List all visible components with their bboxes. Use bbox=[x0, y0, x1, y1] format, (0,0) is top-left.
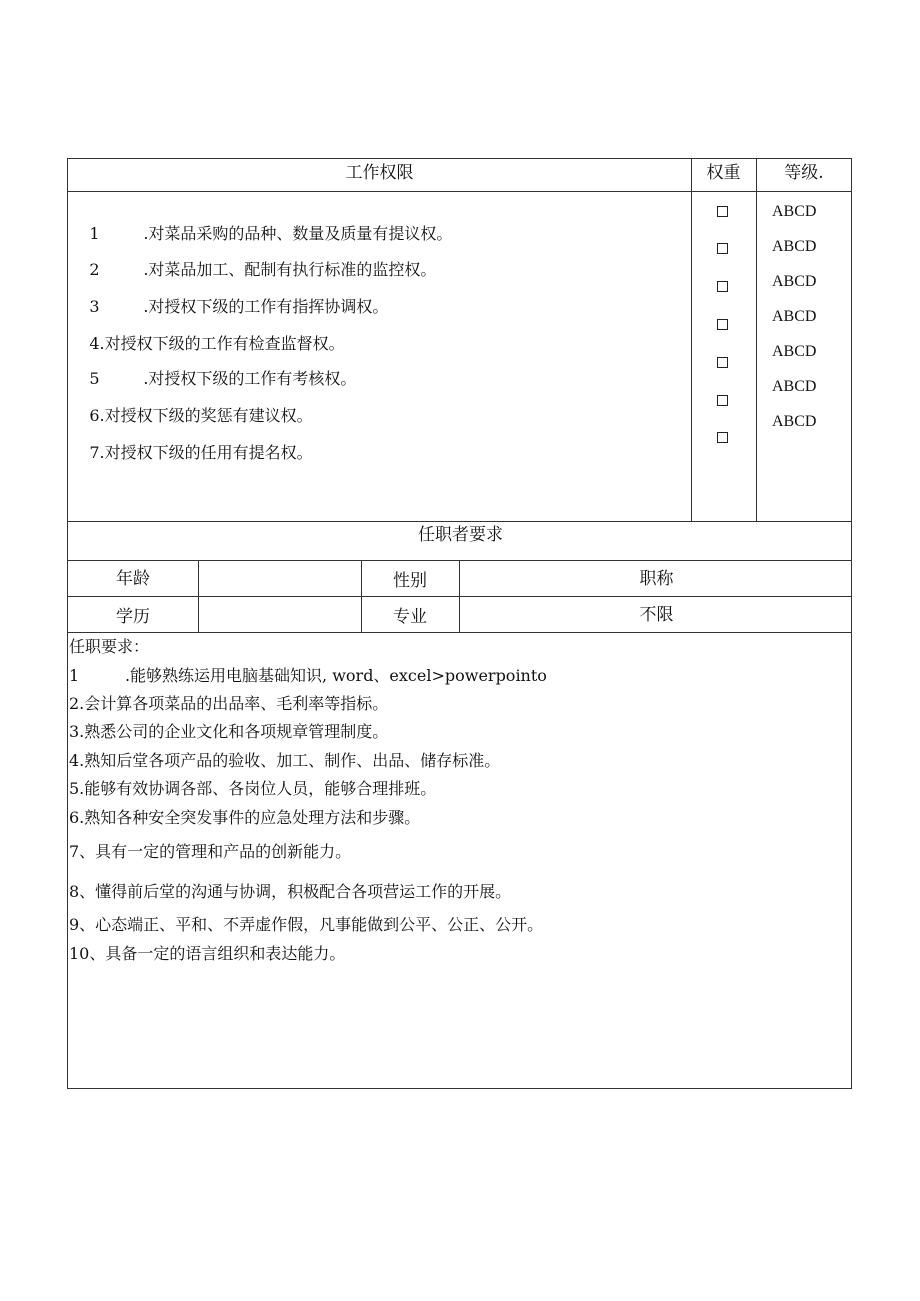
grade-options: ABCD bbox=[772, 238, 817, 255]
divider bbox=[691, 159, 692, 521]
requirement-item: 5.能够有效协调各部、各岗位人员，能够合理排班。 bbox=[69, 779, 437, 798]
weight-header: 权重 bbox=[706, 163, 741, 183]
authority-item-number: 3 bbox=[89, 297, 100, 316]
major-value: 不限 bbox=[639, 605, 674, 625]
authority-item-text: 对授权下级的任用有提名权。 bbox=[104, 443, 313, 462]
requirement-item: 8、懂得前后堂的沟通与协调，积极配合各项营运工作的开展。 bbox=[69, 882, 512, 901]
divider bbox=[198, 560, 199, 632]
grade-header: 等级. bbox=[784, 163, 824, 183]
grade-options: ABCD bbox=[772, 343, 817, 360]
divider bbox=[68, 191, 851, 192]
authority-item-number: 2 bbox=[89, 260, 100, 279]
authority-item-number: 6. bbox=[89, 406, 105, 425]
authority-item-number: 1 bbox=[89, 224, 100, 243]
requirement-item: 7、具有一定的管理和产品的创新能力。 bbox=[69, 842, 352, 861]
requirement-item: 9、心态端正、平和、不弄虚作假，凡事能做到公平、公正、公开。 bbox=[69, 915, 544, 934]
divider bbox=[68, 521, 851, 522]
authority-item-number: 7. bbox=[89, 443, 105, 462]
divider bbox=[756, 159, 757, 521]
authority-item-text: .对菜品加工、配制有执行标准的监控权。 bbox=[143, 260, 437, 279]
requirement-item: 1 .能够熟练运用电脑基础知识, word、excel>powerpointo bbox=[69, 666, 547, 685]
authority-item-text: 对授权下级的奖惩有建议权。 bbox=[104, 406, 313, 425]
authority-item-text: .对授权下级的工作有指挥协调权。 bbox=[143, 297, 389, 316]
authority-item-number: 4. bbox=[89, 334, 105, 353]
requirement-item: 4.熟知后堂各项产品的验收、加工、制作、出品、储存标准。 bbox=[69, 751, 501, 770]
requirement-item: 10、具备一定的语言组织和表达能力。 bbox=[69, 944, 346, 963]
grade-options: ABCD bbox=[772, 203, 817, 220]
authority-item-text: .对菜品采购的品种、数量及质量有提议权。 bbox=[143, 224, 453, 243]
grade-options: ABCD bbox=[772, 378, 817, 395]
authority-item-text: 对授权下级的工作有检查监督权。 bbox=[104, 334, 345, 353]
age-label: 年龄 bbox=[116, 569, 150, 589]
weight-checkbox[interactable] bbox=[717, 395, 728, 406]
title-label: 职称 bbox=[639, 569, 674, 589]
requirement-item: 3.熟悉公司的企业文化和各项规章管理制度。 bbox=[69, 722, 389, 741]
major-label: 专业 bbox=[393, 607, 427, 627]
grade-options: ABCD bbox=[772, 308, 817, 325]
weight-checkbox[interactable] bbox=[717, 357, 728, 368]
weight-checkbox[interactable] bbox=[717, 206, 728, 217]
weight-checkbox[interactable] bbox=[717, 432, 728, 443]
authority-item-text: .对授权下级的工作有考核权。 bbox=[143, 369, 357, 388]
weight-checkbox[interactable] bbox=[717, 319, 728, 330]
divider bbox=[68, 632, 851, 633]
authority-item-number: 5 bbox=[89, 369, 100, 388]
requirements-list-title: 任职要求： bbox=[69, 637, 150, 656]
weight-checkbox[interactable] bbox=[717, 281, 728, 292]
grade-options: ABCD bbox=[772, 273, 817, 290]
requirement-item: 6.熟知各种安全突发事件的应急处理方法和步骤。 bbox=[69, 808, 421, 827]
education-label: 学历 bbox=[116, 607, 150, 627]
requirement-item: 2.会计算各项菜品的出品率、毛利率等指标。 bbox=[69, 694, 389, 713]
grade-options: ABCD bbox=[772, 413, 817, 430]
weight-checkbox[interactable] bbox=[717, 243, 728, 254]
gender-label: 性别 bbox=[393, 571, 427, 591]
job-description-table bbox=[67, 158, 852, 1089]
requirements-header: 任职者要求 bbox=[418, 525, 503, 545]
authority-header: 工作权限 bbox=[345, 163, 414, 183]
authority-item bbox=[69, 423, 313, 483]
